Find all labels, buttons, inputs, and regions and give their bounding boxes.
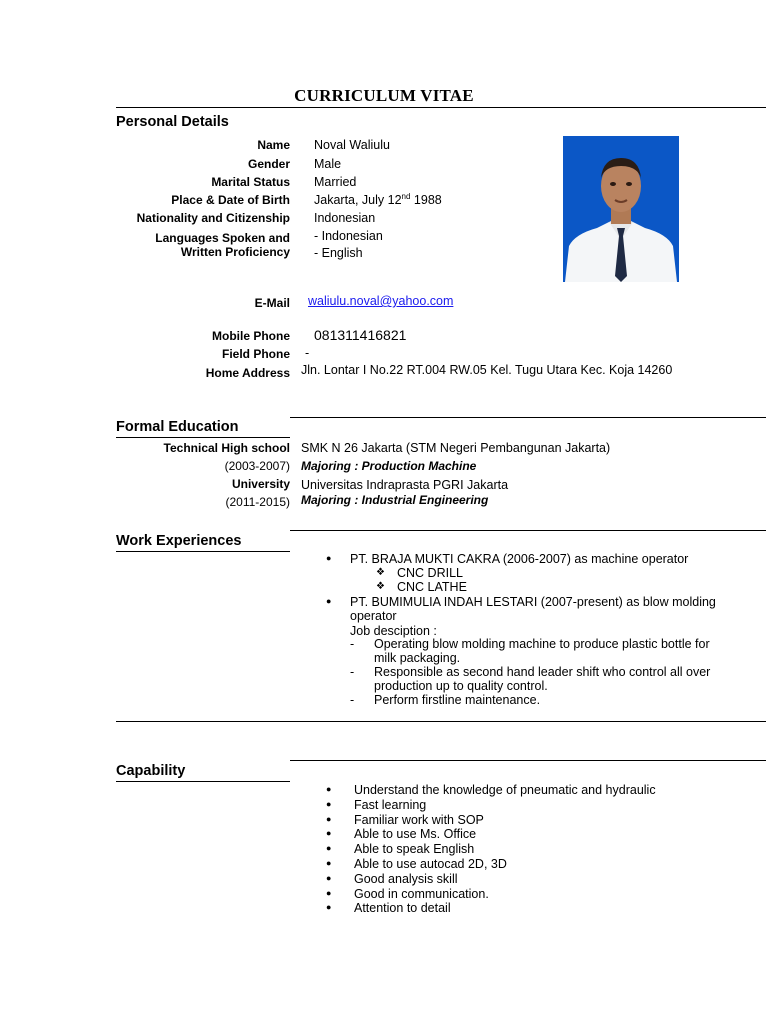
university-major: Majoring : Industrial Engineering [301,493,489,507]
work-rule [290,530,766,531]
capability-item: Familiar work with SOP [354,813,484,827]
bullet-icon: ● [326,814,332,824]
job-1-item: CNC LATHE [397,580,467,594]
capability-item: Able to use Ms. Office [354,827,477,841]
languages-label-line1: Languages Spoken and [155,231,290,245]
job-2-line-2: operator [350,609,397,623]
high-school-value: SMK N 26 Jakarta (STM Negeri Pembangunan Jakarta) [301,441,611,455]
education-rule [290,417,766,418]
home-address-value: Jln. Lontar I No.22 RT.004 RW.05 Kel. Tugu Utara Kec. Koja 14260 [301,363,673,377]
dash-bullet: - [350,665,355,679]
language-item: - Indonesian [314,229,383,243]
capability-item: Fast learning [354,798,427,812]
bullet-icon: ● [326,596,332,606]
birth-label: Place & Date of Birth [171,193,290,207]
language-item: - English [314,246,363,260]
dash-bullet: - [350,693,355,707]
bullet-icon: ● [326,828,332,838]
high-school-years: (2003-2007) [224,459,290,473]
email-link[interactable]: waliulu.noval@yahoo.com [308,294,454,308]
bullet-icon: ● [326,799,332,809]
job-1-item: CNC DRILL [397,566,463,580]
languages-label-line2: Written Proficiency [180,245,290,259]
capability-item: Able to use autocad 2D, 3D [354,857,507,871]
email-label: E-Mail [254,296,290,310]
marital-status-value: Married [314,175,357,189]
bullet-icon: ● [326,902,332,912]
capability-item: Good in communication. [354,887,489,901]
work-heading-underline [116,551,290,552]
education-heading-underline [116,437,290,438]
capability-item: Able to speak English [354,842,475,856]
section-formal-education: Formal Education [116,419,239,435]
title-rule [116,107,766,108]
mobile-phone-label: Mobile Phone [212,329,290,343]
section-work-experiences: Work Experiences [116,533,242,549]
diamond-bullet-icon: ❖ [376,581,385,592]
bullet-icon: ● [326,843,332,853]
bullet-icon: ● [326,873,332,883]
nationality-label: Nationality and Citizenship [136,211,290,225]
gender-value: Male [314,157,342,171]
capability-item: Understand the knowledge of pneumatic and hydraulic [354,783,656,797]
birth-value: Jakarta, July 12nd 1988 [314,191,442,207]
university-years: (2011-2015) [225,495,290,509]
gender-label: Gender [247,157,290,171]
profile-photo [563,136,679,282]
person-portrait-icon [563,136,679,282]
marital-status-label: Marital Status [211,175,290,189]
home-address-label: Home Address [205,366,290,380]
job-description-1-line-2: milk packaging. [374,651,461,665]
work-end-rule [116,721,766,722]
capability-item: Attention to detail [354,901,451,915]
job-description-label: Job desciption : [350,624,437,638]
bullet-icon: ● [326,553,332,563]
document-title: CURRICULUM VITAE [294,86,474,105]
job-description-3: Perform firstline maintenance. [374,693,541,707]
capability-rule [290,760,766,761]
capability-item: Good analysis skill [354,872,458,886]
dash-bullet: - [350,637,355,651]
diamond-bullet-icon: ❖ [376,567,385,578]
nationality-value: Indonesian [314,211,376,225]
name-label: Name [257,138,290,152]
mobile-phone-value: 081311416821 [314,327,407,343]
university-value: Universitas Indraprasta PGRI Jakarta [301,478,509,492]
bullet-icon: ● [326,888,332,898]
job-description-1-line-1: Operating blow molding machine to produce plastic bottle for [374,637,710,651]
job-2-line-1: PT. BUMIMULIA INDAH LESTARI (2007-present) as blow molding [350,595,716,609]
job-description-2-line-2: production up to quality control. [374,679,548,693]
field-phone-label: Field Phone [221,347,290,361]
section-personal-details: Personal Details [116,114,229,130]
university-label: University [231,477,290,491]
bullet-icon: ● [326,784,332,794]
name-value: Noval Waliulu [314,138,390,152]
bullet-icon: ● [326,858,332,868]
high-school-label: Technical High school [163,441,290,455]
high-school-major: Majoring : Production Machine [301,459,477,473]
job-1: PT. BRAJA MUKTI CAKRA (2006-2007) as machine operator [350,552,689,566]
section-capability: Capability [116,763,186,779]
capability-heading-underline [116,781,290,782]
field-phone-value: - [305,346,310,360]
job-description-2-line-1: Responsible as second hand leader shift who control all over [374,665,711,679]
